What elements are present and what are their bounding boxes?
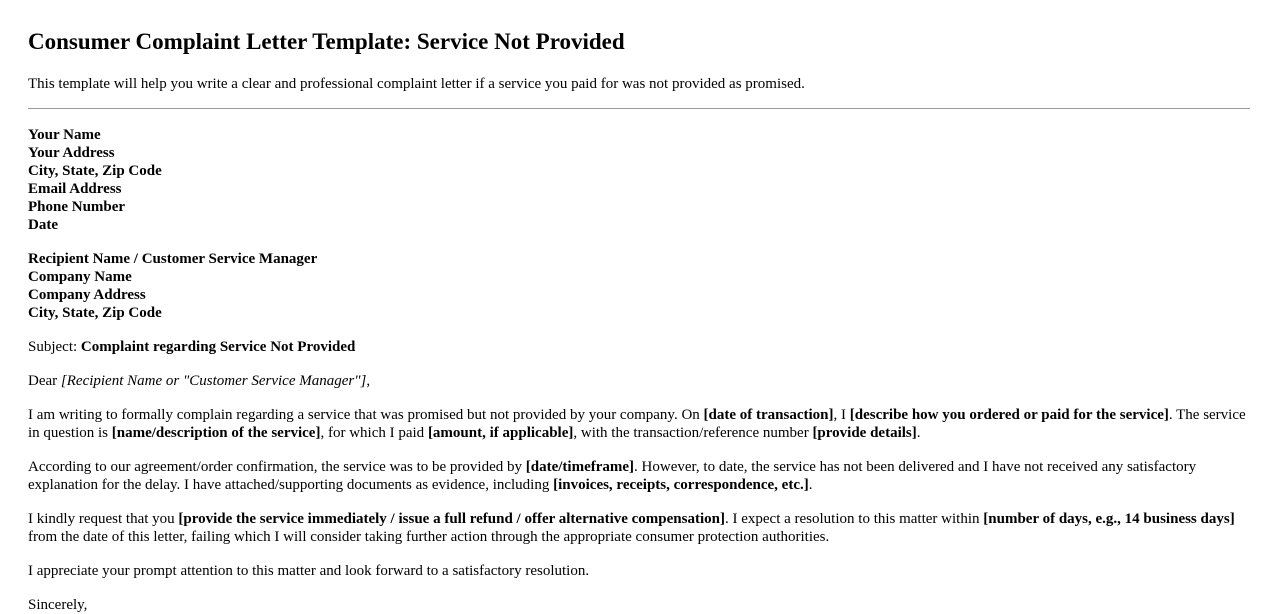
placeholder-timeframe: [date/timeframe] [525, 459, 635, 475]
intro-text: This template will help you write a clear and professional complaint letter if a service you paid for was not provided as promised. [28, 76, 805, 92]
paragraph-text: I kindly request that you [28, 511, 175, 527]
subject-label: Subject: [28, 339, 78, 355]
paragraph-1 [28, 406, 1250, 442]
placeholder-reference-details: [provide details] [812, 425, 917, 441]
paragraph-text: According to our agreement/order confirmation, the service was to be provided by [28, 459, 522, 475]
greeting-comma: , [366, 373, 371, 389]
placeholder-amount: [amount, if applicable] [427, 425, 574, 441]
recipient-company: Company Name [28, 269, 132, 285]
signoff: Sincerely, [28, 597, 88, 613]
placeholder-documents: [invoices, receipts, correspondence, etc.] [553, 477, 809, 493]
greeting-line [28, 372, 1250, 390]
paragraph-text: , I [833, 407, 847, 423]
sender-phone: Phone Number [28, 199, 126, 215]
subject-text: Complaint regarding Service Not Provided [80, 339, 356, 355]
paragraph-text: , with the transaction/reference number [573, 425, 809, 441]
sender-date: Date [28, 217, 58, 233]
paragraph-4: I appreciate your prompt attention to this matter and look forward to a satisfactory resolution. [28, 563, 590, 579]
recipient-name: Recipient Name / Customer Service Manager [28, 251, 318, 267]
sender-email: Email Address [28, 181, 122, 197]
recipient-address: Company Address [28, 287, 146, 303]
greeting-dear: Dear [28, 373, 58, 389]
paragraph-text: . The service in question is [28, 407, 1246, 441]
paragraph-text: , for which I paid [320, 425, 425, 441]
paragraph-text: from the date of this letter, failing which I will consider taking further action through the appropriate consumer protection authorities. [28, 529, 830, 545]
sender-block [28, 126, 1250, 234]
paragraph-text: I am writing to formally complain regarding a service that was promised but not provided by your company. On [28, 407, 700, 423]
sender-name: Your Name [28, 127, 101, 143]
placeholder-requested-remedy: [provide the service immediately / issue a full refund / offer alternative compensation] [178, 511, 725, 527]
page-title: Consumer Complaint Letter Template: Service Not Provided [28, 29, 625, 54]
greeting-recipient: [Recipient Name or "Customer Service Manager"] [60, 373, 367, 389]
sender-city: City, State, Zip Code [28, 163, 162, 179]
placeholder-order-method: [describe how you ordered or paid for the service] [849, 407, 1169, 423]
placeholder-date-of-transaction: [date of transaction] [703, 407, 834, 423]
divider [28, 108, 1250, 109]
subject-line [28, 338, 1250, 356]
paragraph-text: . [916, 425, 921, 441]
placeholder-service-description: [name/description of the service] [111, 425, 321, 441]
paragraph-text: . [808, 477, 813, 493]
placeholder-deadline: [number of days, e.g., 14 business days] [983, 511, 1235, 527]
paragraph-text: . However, to date, the service has not been delivered and I have not received any satisfactory explanation for the delay. I have attached/supporting documents as evidence, including [28, 459, 1197, 493]
paragraph-text: . I expect a resolution to this matter within [724, 511, 980, 527]
paragraph-2 [28, 458, 1250, 494]
paragraph-3 [28, 510, 1250, 546]
sender-address: Your Address [28, 145, 115, 161]
recipient-block [28, 250, 1250, 322]
recipient-city: City, State, Zip Code [28, 305, 162, 321]
